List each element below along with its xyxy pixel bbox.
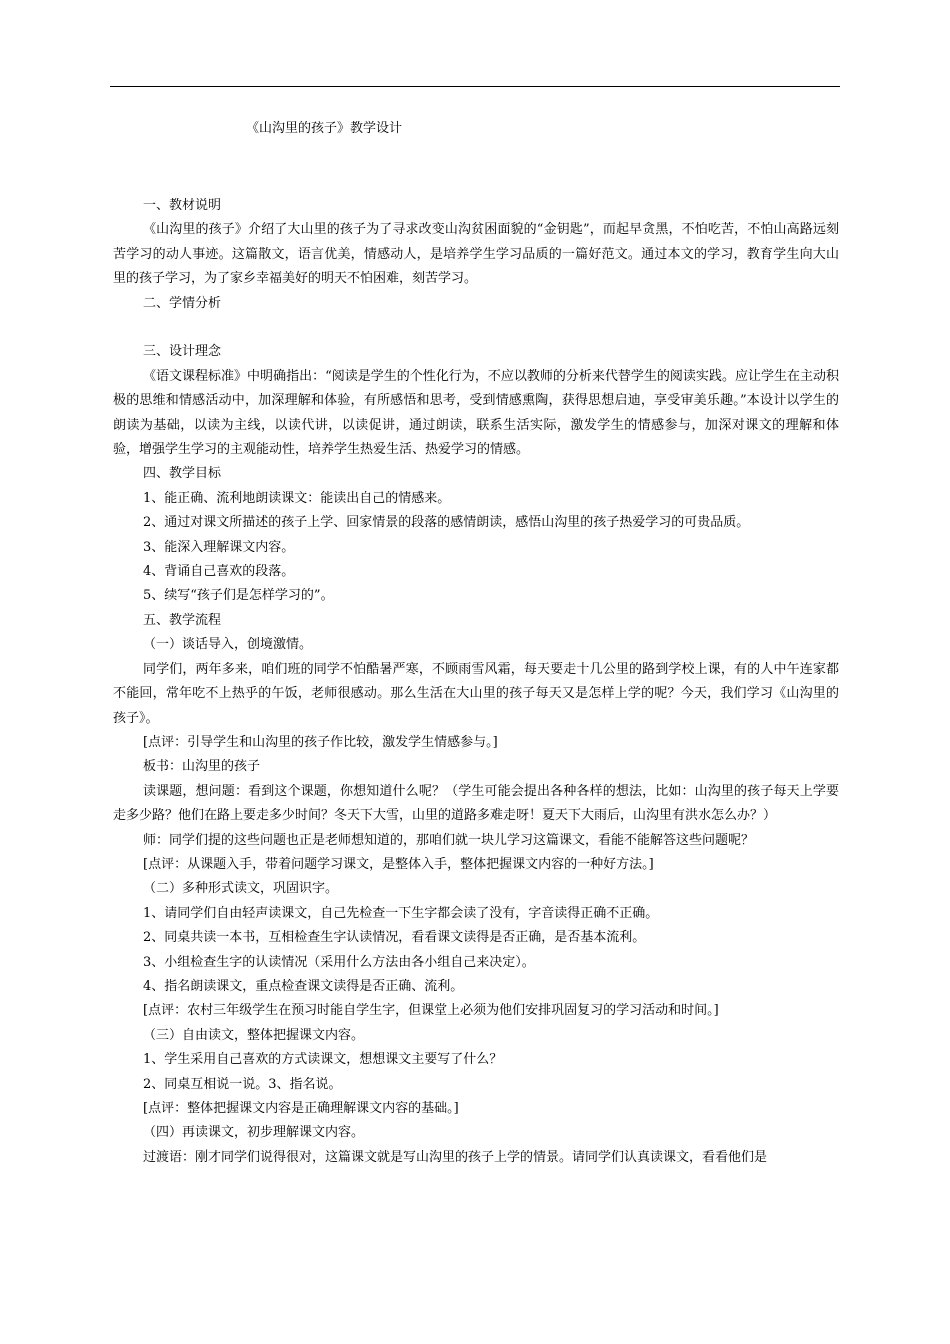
flow-item: 板书：山沟里的孩子 bbox=[143, 759, 261, 775]
flow-item: 4、指名朗读课文，重点检查课文读得是否正确、流利。 bbox=[143, 978, 464, 994]
section-heading: 五、教学流程 bbox=[143, 612, 222, 628]
goal-item: 5、续写“孩子们是怎样学习的”。 bbox=[143, 588, 334, 604]
flow-item: 2、同桌互相说一说。3、指名说。 bbox=[143, 1076, 342, 1092]
flow-item: [点评：从课题入手，带着问题学习课文，是整体入手，整体把握课文内容的一种好方法。] bbox=[143, 856, 654, 872]
header-rule bbox=[110, 86, 840, 87]
blank-line bbox=[113, 316, 839, 340]
section-heading: 一、教材说明 bbox=[143, 198, 222, 213]
flow-item: 过渡语：刚才同学们说得很对，这篇课文就是写山沟里的孩子上学的情景。请同学们认真读课文，看看他们是 bbox=[143, 1149, 768, 1165]
flow-item: （二）多种形式读文，巩固识字。 bbox=[143, 881, 339, 897]
flow-item: 3、小组检查生字的认读情况（采用什么方法由各小组自己来决定）。 bbox=[143, 954, 535, 970]
flow-item: （一）谈话导入，创境激情。 bbox=[143, 637, 313, 653]
goal-item: 2、通过对课文所描述的孩子上学、回家情景的段落的感情朗读，感悟山沟里的孩子热爱学习的可贵品质。 bbox=[143, 515, 750, 531]
document-body bbox=[113, 194, 839, 1170]
flow-item: 师：同学们提的这些问题也正是老师想知道的，那咱们就一块儿学习这篇课文，看能不能解答这些问题呢？ bbox=[143, 832, 755, 848]
flow-item: （四）再读课文，初步理解课文内容。 bbox=[143, 1125, 365, 1141]
flow-item: [点评：整体把握课文内容是正确理解课文内容的基础。] bbox=[143, 1101, 459, 1117]
goal-item: 3、能深入理解课文内容。 bbox=[143, 539, 295, 555]
goal-item: 4、背诵自己喜欢的段落。 bbox=[143, 564, 295, 580]
flow-item: 读课题，想问题：看到这个课题，你想知道什么呢？（学生可能会提出各种各样的想法，比如：山沟里的孩子每天上学要走多少路？他们在路上要走多少时间？冬天下大雪，山里的道路多难走呀！夏天下大雨后，山沟里有洪水怎么办？） bbox=[113, 783, 839, 824]
flow-item: （三）自由读文，整体把握课文内容。 bbox=[143, 1027, 365, 1043]
flow-item: 2、同桌共读一本书，互相检查生字认读情况，看看课文读得是否正确，是否基本流利。 bbox=[143, 930, 646, 946]
flow-item: [点评：引导学生和山沟里的孩子作比较，激发学生情感参与。] bbox=[143, 734, 498, 750]
section-heading: 三、设计理念 bbox=[143, 344, 222, 360]
document-title: 《山沟里的孩子》教学设计 bbox=[246, 121, 403, 136]
flow-item: 同学们，两年多来，咱们班的同学不怕酷暑严寒，不顾雨雪风霜，每天要走十几公里的路到学校上课，有的人中午连家都不能回，常年吃不上热乎的午饭，老师很感动。那么生活在大山里的孩子每天又是怎样上学的呢？今天，我们学习《山沟里的孩子》。 bbox=[113, 661, 839, 726]
flow-item: 1、学生采用自己喜欢的方式读课文，想想课文主要写了什么？ bbox=[143, 1052, 503, 1068]
paragraph: 《山沟里的孩子》介绍了大山里的孩子为了寻求改变山沟贫困面貌的“金钥匙”，而起早贪黑，不怕吃苦，不怕山高路远刻苦学习的动人事迹。这篇散文，语言优美，情感动人，是培养学生学习品质的一篇好范文。通过本文的学习，教育学生向大山里的孩子学习，为了家乡幸福美好的明天不怕困难，刻苦学习。 bbox=[113, 222, 839, 287]
section-heading: 二、学情分析 bbox=[143, 295, 222, 311]
flow-item: 1、请同学们自由轻声读课文，自己先检查一下生字都会读了没有，字音读得正确不正确。 bbox=[143, 905, 659, 921]
section-heading: 四、教学目标 bbox=[143, 466, 222, 482]
flow-item: [点评：农村三年级学生在预习时能自学生字，但课堂上必须为他们安排巩固复习的学习活动和时间。] bbox=[143, 1003, 719, 1019]
goal-item: 1、能正确、流利地朗读课文：能读出自己的情感来。 bbox=[143, 490, 451, 506]
paragraph: 《语文课程标准》中明确指出：“阅读是学生的个性化行为，不应以教师的分析来代替学生的阅读实践。应让学生在主动积极的思维和情感活动中，加深理解和体验，有所感悟和思考，受到情感熏陶，获得思想启迪，享受审美乐趣。”本设计以学生的朗读为基础，以读为主线，以读代讲，以读促讲，通过朗读，联系生活实际，激发学生的情感参与，加深对课文的理解和体验，增强学生学习的主观能动性，培养学生热爱生活、热爱学习的情感。 bbox=[113, 368, 839, 458]
